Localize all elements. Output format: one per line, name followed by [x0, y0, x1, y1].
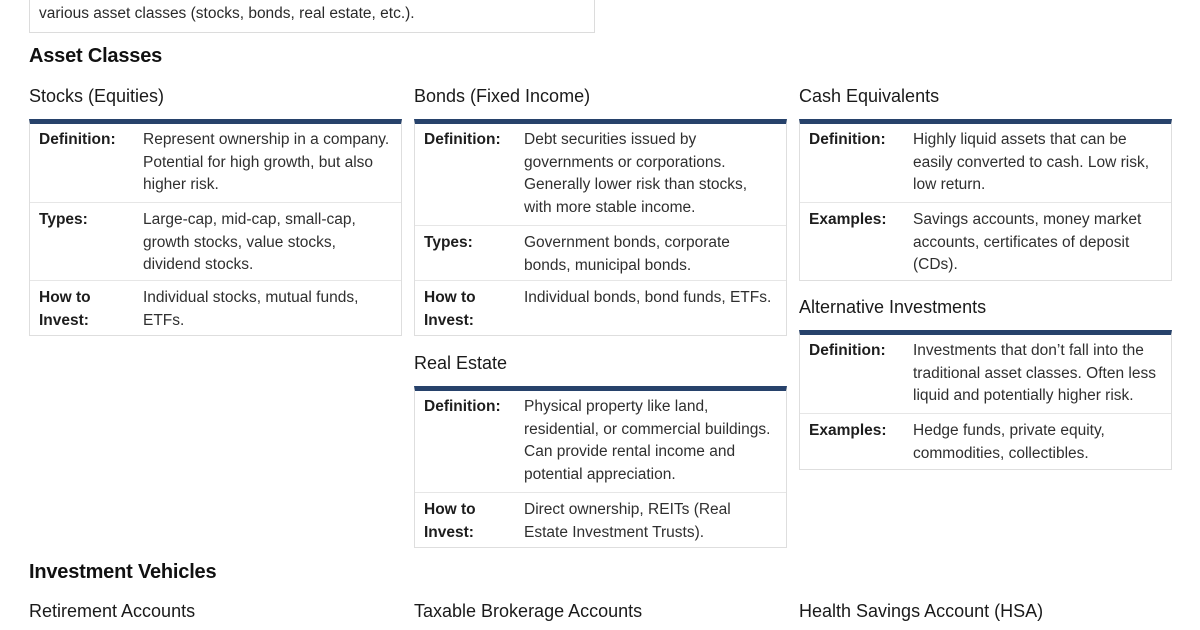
row-value: Investments that don’t fall into the traditional asset classes. Often less liquid and potentially higher risk.: [913, 342, 1156, 405]
card-real-estate: [414, 386, 787, 548]
row-label: Examples:: [809, 422, 887, 439]
card-row-definition: [415, 124, 786, 225]
row-value: Individual stocks, mutual funds, ETFs.: [143, 289, 359, 329]
card-bonds: [414, 119, 787, 336]
card-title-hsa: Health Savings Account (HSA): [799, 601, 1044, 621]
card-alternative: [799, 330, 1172, 470]
intro-box: [29, 0, 595, 33]
card-row-examples: [800, 202, 1171, 280]
card-row-examples: [800, 413, 1171, 469]
card-row-definition: [415, 391, 786, 492]
card-title-bonds: Bonds (Fixed Income): [414, 86, 591, 106]
card-row-types: [30, 202, 401, 280]
card-row-types: [415, 225, 786, 280]
section-title-investment-vehicles: Investment Vehicles: [29, 561, 217, 583]
card-row-how-to-invest: [30, 280, 401, 335]
card-row-how-to-invest: [415, 280, 786, 335]
row-value: Physical property like land, residential, or commercial buildings. Can provide rental income and potential appreciation.: [524, 398, 771, 483]
row-value: Debt securities issued by governments or corporations. Generally lower risk than stocks, with more stable income.: [524, 131, 748, 216]
row-value: Represent ownership in a company. Potential for high growth, but also higher risk.: [143, 131, 390, 194]
card-row-definition: [800, 335, 1171, 413]
card-title-cash: Cash Equivalents: [799, 86, 940, 106]
card-title-stocks: Stocks (Equities): [29, 86, 165, 106]
section-title-asset-classes: Asset Classes: [29, 45, 163, 67]
intro-text: various asset classes (stocks, bonds, real estate, etc.).: [39, 5, 415, 22]
row-value: Hedge funds, private equity, commodities, collectibles.: [913, 422, 1105, 462]
row-label: Definition:: [809, 342, 886, 359]
card-cash: [799, 119, 1172, 281]
card-row-definition: [800, 124, 1171, 202]
row-value: Savings accounts, money market accounts, certificates of deposit (CDs).: [913, 211, 1142, 274]
row-value: Highly liquid assets that can be easily converted to cash. Low risk, low return.: [913, 131, 1150, 194]
row-label: Examples:: [809, 211, 887, 228]
card-title-real-estate: Real Estate: [414, 353, 508, 373]
card-stocks: [29, 119, 402, 336]
card-title-alternative: Alternative Investments: [799, 297, 987, 317]
row-label: Definition:: [424, 131, 501, 148]
card-title-taxable-brokerage: Taxable Brokerage Accounts: [414, 601, 643, 621]
row-label: Types:: [39, 211, 88, 228]
row-label: How to Invest:: [424, 501, 476, 541]
row-label: Definition:: [424, 398, 501, 415]
card-row-definition: [30, 124, 401, 202]
row-label: Types:: [424, 234, 473, 251]
row-label: Definition:: [809, 131, 886, 148]
card-row-how-to-invest: [415, 492, 786, 547]
card-title-retirement-accounts: Retirement Accounts: [29, 601, 196, 621]
row-label: How to Invest:: [39, 289, 91, 329]
row-value: Government bonds, corporate bonds, municipal bonds.: [524, 234, 730, 274]
row-label: Definition:: [39, 131, 116, 148]
row-value: Direct ownership, REITs (Real Estate Investment Trusts).: [524, 501, 731, 541]
row-value: Individual bonds, bond funds, ETFs.: [524, 289, 772, 306]
row-label: How to Invest:: [424, 289, 476, 329]
row-value: Large-cap, mid-cap, small-cap, growth stocks, value stocks, dividend stocks.: [143, 211, 356, 274]
